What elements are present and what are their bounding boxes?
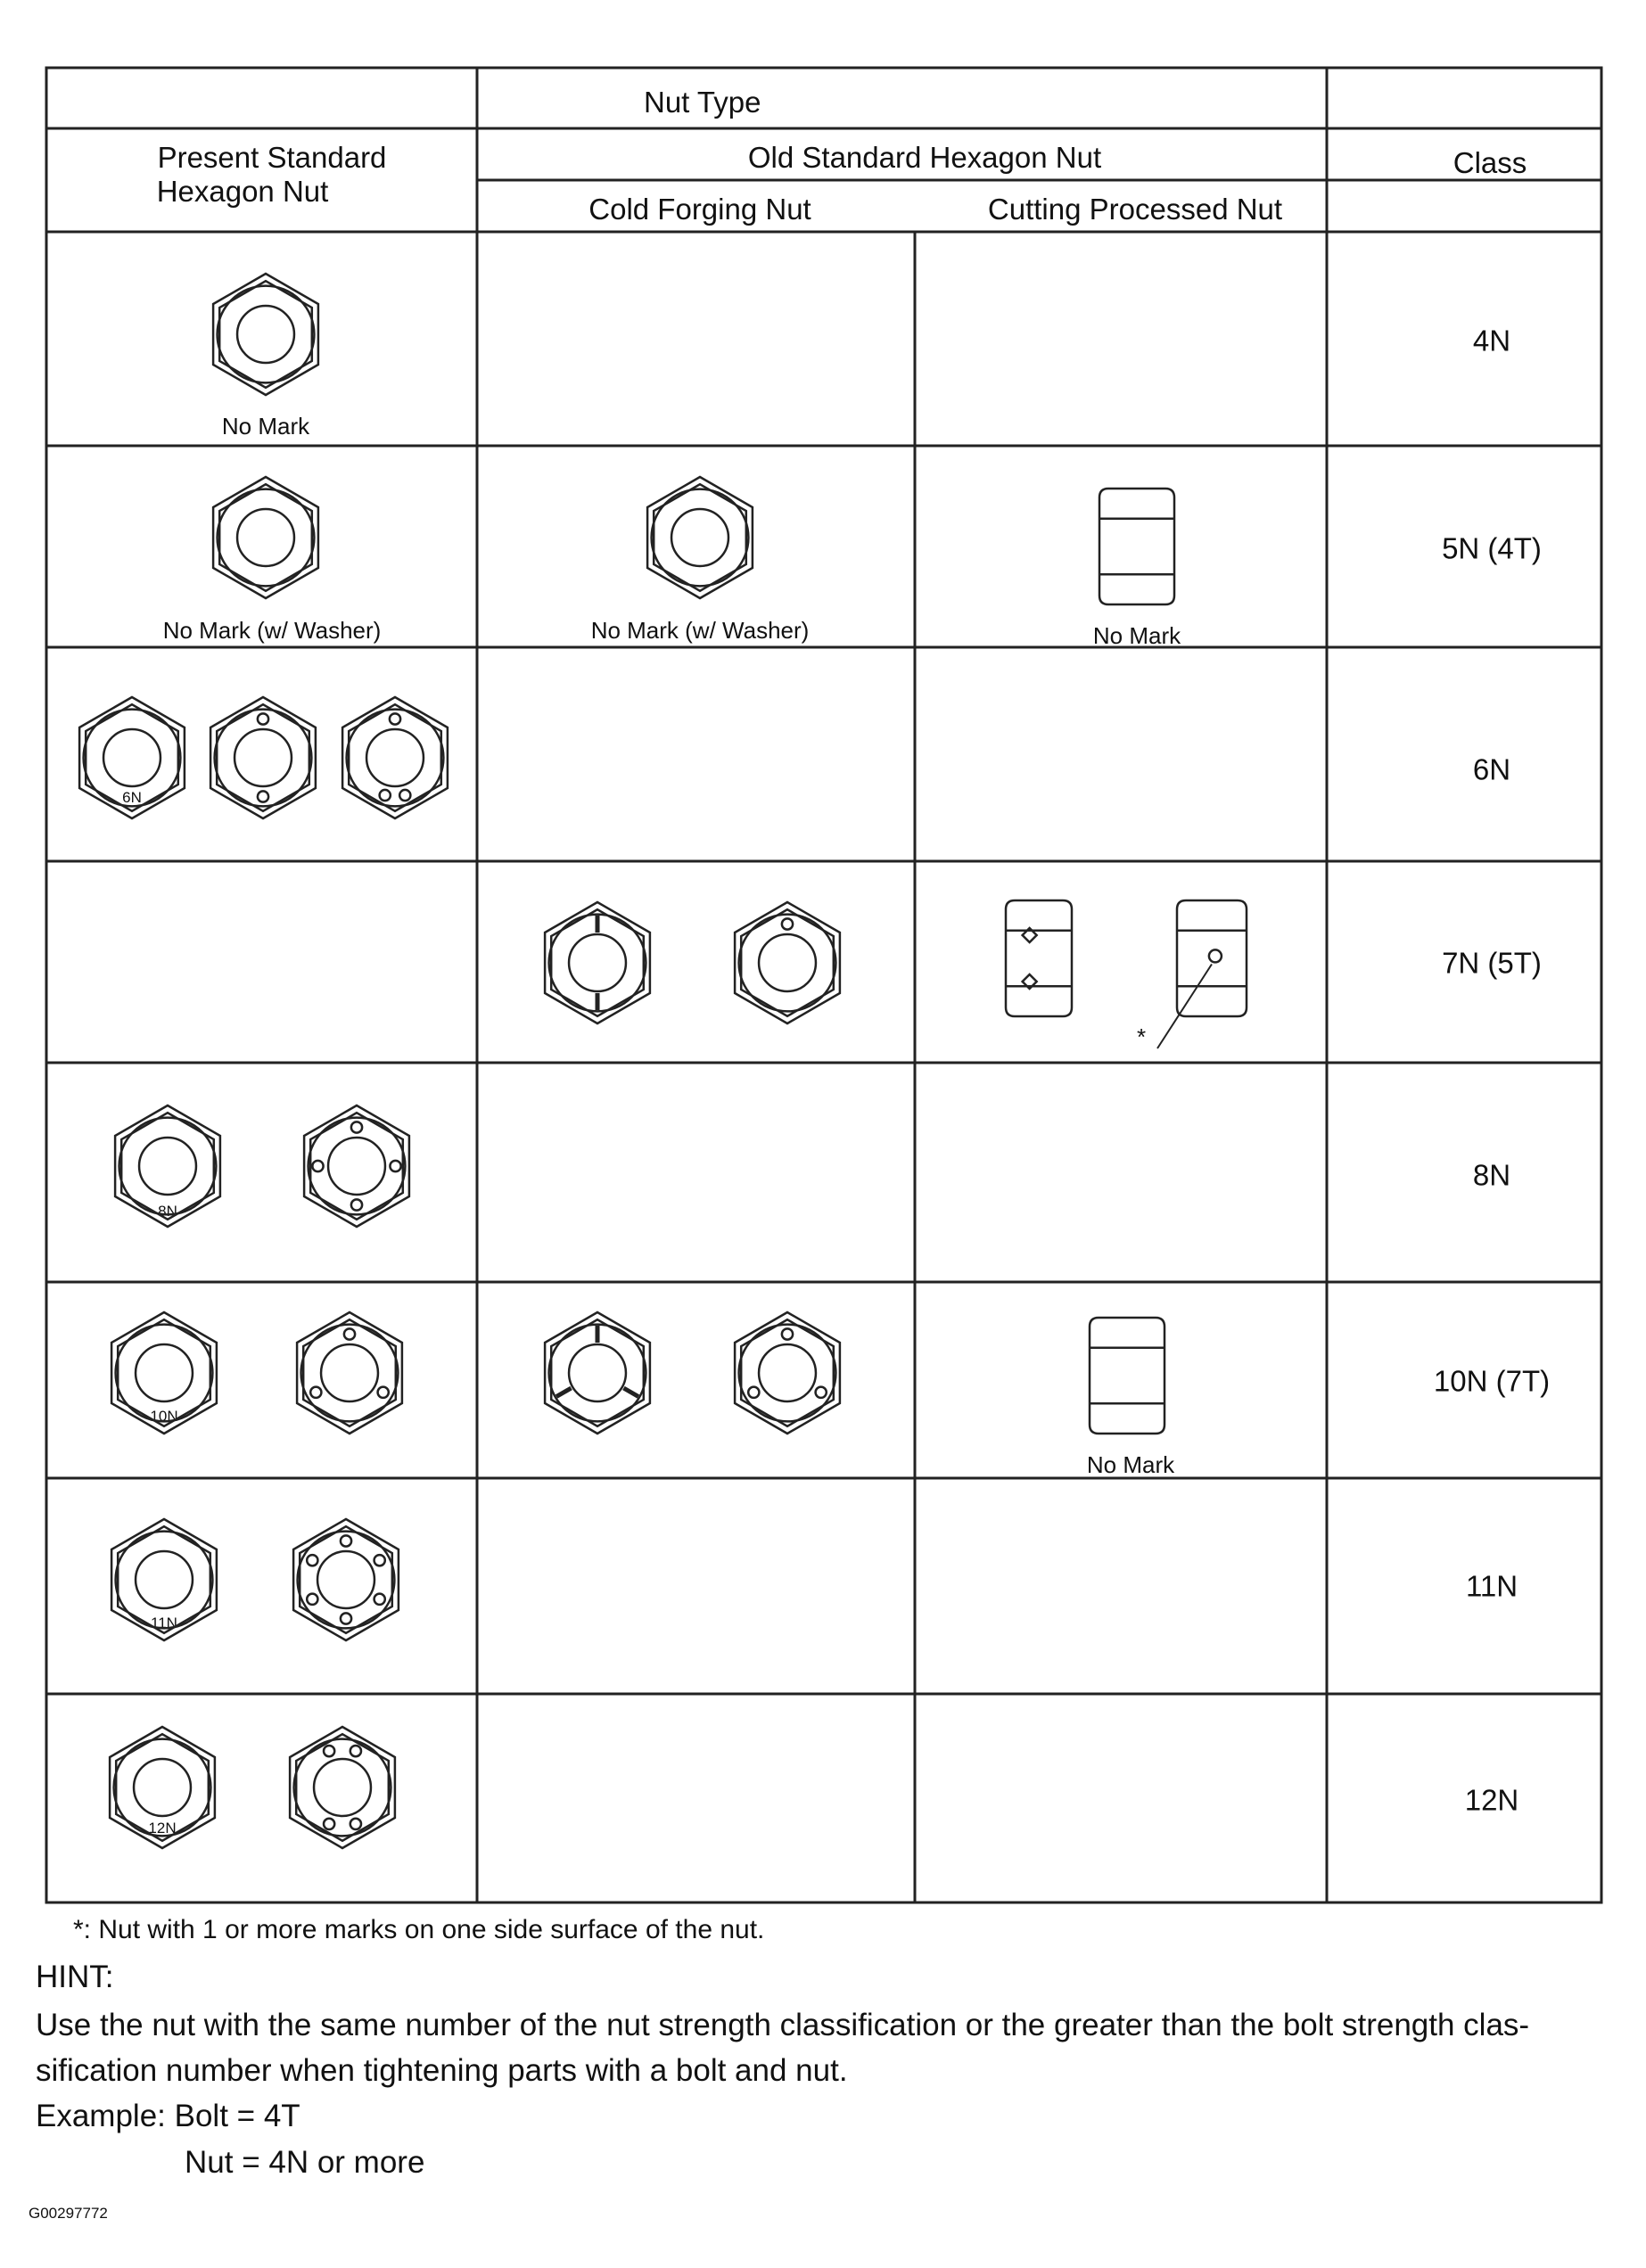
header-cutting-processed: Cutting Processed Nut bbox=[987, 193, 1283, 226]
table-border bbox=[46, 68, 1601, 1902]
hint-line1: Use the nut with the same number of the nut strength classification or the greater than the bolt strength clas- bbox=[36, 2008, 1530, 2042]
hint-line2: sification number when tightening parts with a bolt and nut. bbox=[36, 2053, 848, 2088]
caption-no-mark-cutting-10n: No Mark bbox=[1086, 1451, 1175, 1478]
header-nut-type: Nut Type bbox=[644, 86, 761, 119]
figure-id: G00297772 bbox=[29, 2205, 108, 2222]
class-4n: 4N bbox=[1472, 324, 1511, 357]
footnote: *: Nut with 1 or more marks on one side surface of the nut. bbox=[73, 1915, 765, 1944]
class-12n: 12N bbox=[1464, 1783, 1519, 1817]
class-6n: 6N bbox=[1472, 752, 1511, 786]
nut-stamp-12n: 12N bbox=[148, 1820, 177, 1837]
nut-stamp-6n: 6N bbox=[122, 789, 142, 806]
hint-example-bolt: Example: Bolt = 4T bbox=[36, 2099, 300, 2133]
class-10n: 10N (7T) bbox=[1433, 1364, 1551, 1398]
header-old-standard: Old Standard Hexagon Nut bbox=[747, 141, 1102, 174]
nut-stamp-11n: 11N bbox=[151, 1615, 177, 1631]
header-class: Class bbox=[1453, 146, 1527, 179]
header-cold-forging: Cold Forging Nut bbox=[588, 193, 811, 226]
header-present-standard-line2: Hexagon Nut bbox=[156, 175, 329, 208]
class-11n: 11N bbox=[1465, 1569, 1518, 1603]
class-5n: 5N (4T) bbox=[1442, 531, 1542, 565]
nut-stamp-10n: 10N bbox=[150, 1408, 178, 1425]
caption-no-mark-washer-present: No Mark (w/ Washer) bbox=[162, 617, 382, 644]
caption-no-mark-4n: No Mark bbox=[221, 413, 310, 440]
caption-no-mark-washer-cold: No Mark (w/ Washer) bbox=[590, 617, 810, 644]
class-7n: 7N (5T) bbox=[1442, 946, 1542, 980]
caption-no-mark-cutting-5n: No Mark bbox=[1092, 622, 1181, 649]
header-present-standard-line1: Present Standard bbox=[157, 141, 387, 174]
hint-example-nut: Nut = 4N or more bbox=[185, 2145, 425, 2180]
nut-stamp-8n: 8N bbox=[158, 1203, 177, 1220]
class-8n: 8N bbox=[1472, 1158, 1511, 1192]
hint-title: HINT: bbox=[36, 1960, 114, 1994]
asterisk-marker: * bbox=[1137, 1023, 1147, 1050]
